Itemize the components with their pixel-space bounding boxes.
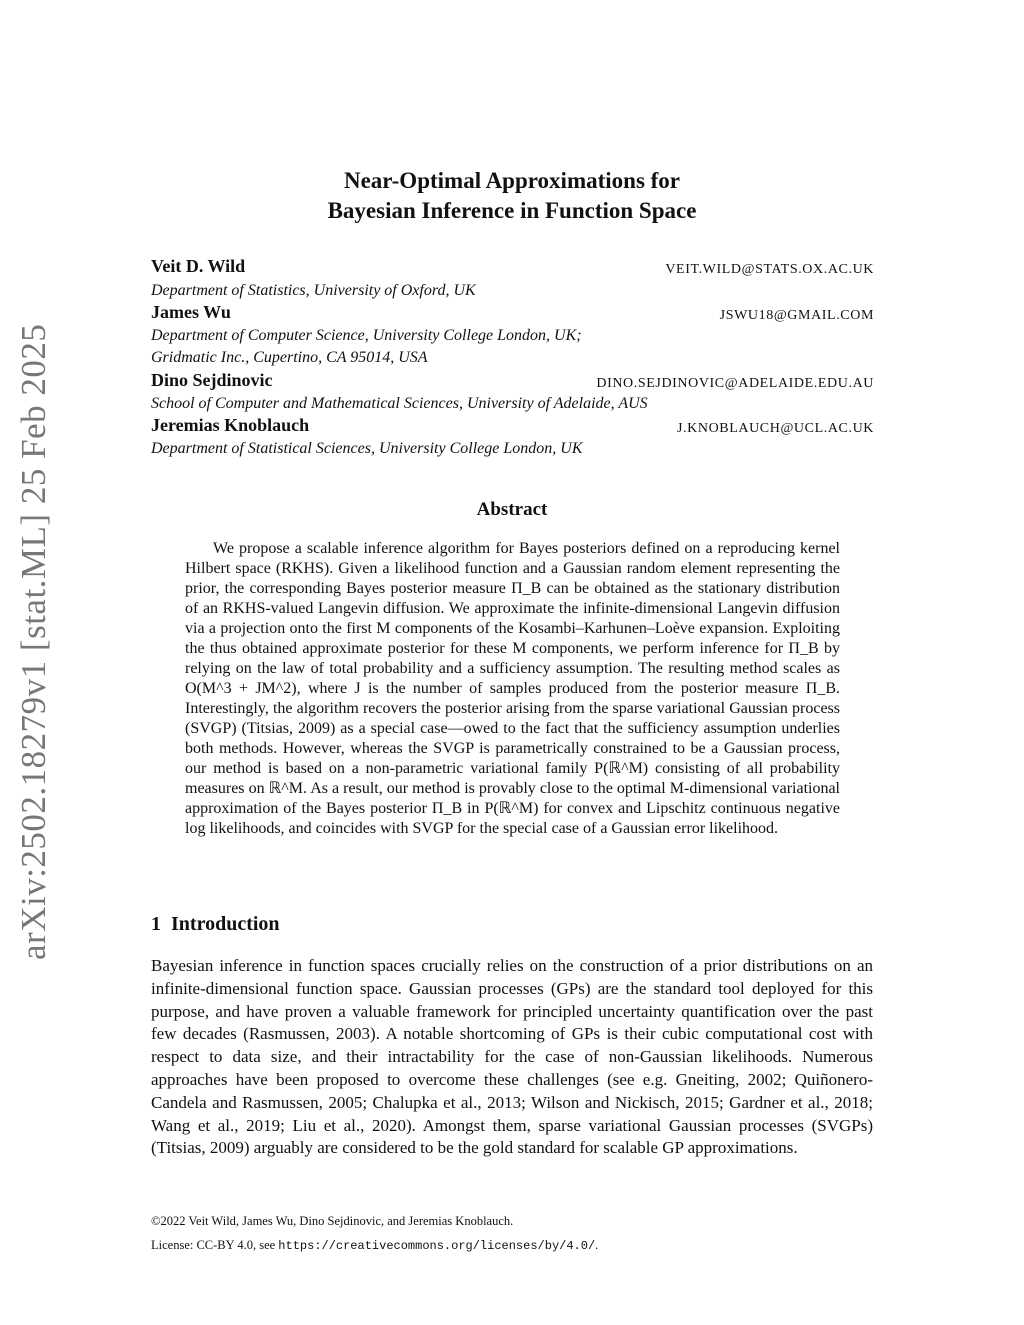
author-email[interactable]: VEIT.WILD@STATS.OX.AC.UK <box>665 262 874 277</box>
paper-title-line-2: Bayesian Inference in Function Space <box>327 198 697 223</box>
license-link[interactable]: https://creativecommons.org/licenses/by/4.0/ <box>278 1239 596 1253</box>
author-affiliation: Department of Statistical Sciences, University College London, UK <box>151 440 583 457</box>
arxiv-stamp: arXiv:2502.18279v1 [stat.ML] 25 Feb 2025 <box>14 323 53 960</box>
section-title: Introduction <box>171 913 280 935</box>
author-email[interactable]: JSWU18@GMAIL.COM <box>719 308 874 323</box>
section-heading <box>151 913 280 936</box>
abstract-heading: Abstract <box>476 499 548 520</box>
copyright-footnote: ©2022 Veit Wild, James Wu, Dino Sejdinovic, and Jeremias Knoblauch. <box>151 1214 514 1228</box>
section-number: 1 <box>151 913 161 935</box>
author-name: Jeremias Knoblauch <box>151 415 310 435</box>
author-email[interactable]: DINO.SEJDINOVIC@ADELAIDE.EDU.AU <box>596 376 874 391</box>
author-affiliation: Department of Computer Science, University College London, UK; <box>151 327 582 344</box>
abstract-body: We propose a scalable inference algorithm for Bayes posteriors defined on a reproducing kernel Hilbert space (RKHS). Given a likelihood function and a Gaussian random element representing the prior, the corresponding Bayes posterior measure Π_B can be obtained as the stationary distribution of an RKHS-valued Langevin diffusion. We approximate the infinite-dimensional Langevin diffusion via a projection onto the first M components of the Kosambi–Karhunen–Loève expansion. Exploiting the thus obtained approximate posterior for these M components, we perform inference for Π_B by relying on the law of total probability and a sufficiency assumption. The resulting method scales as O(M^3 + JM^2), where J is the number of samples produced from the posterior measure Π_B. Interestingly, the algorithm recovers the posterior arising from the sparse variational Gaussian process (SVGP) (Titsias, 2009) as a special case—owed to the fact that the sufficiency assumption underlies both methods. However, whereas the SVGP is parametrically constrained to be a Gaussian process, our method is based on a non-parametric variational family P(ℝ^M) consisting of all probability measures on ℝ^M. As a result, our method is provably close to the optimal M-dimensional variational approximation of the Bayes posterior Π_B in P(ℝ^M) for convex and Lipschitz continuous negative log likelihoods, and coincides with SVGP for the special case of a Gaussian error likelihood. <box>185 540 840 837</box>
license-suffix: . <box>595 1238 599 1252</box>
license-label: License: CC-BY 4.0, see <box>151 1238 276 1252</box>
author-email[interactable]: J.KNOBLAUCH@UCL.AC.UK <box>677 421 874 436</box>
author-name: Veit D. Wild <box>151 256 246 276</box>
intro-paragraph: Bayesian inference in function spaces crucially relies on the construction of a prior distributions on an infinite-dimensional function space. Gaussian processes (GPs) are the standard tool deployed for this purpose, and have proven a valuable framework for principled uncertainty quantification over the past few decades (Rasmussen, 2003). A notable shortcoming of GPs is their cubic computational cost with respect to data size, and their intractability for the case of non-Gaussian likelihoods. Numerous approaches have been proposed to overcome these challenges (see e.g. Gneiting, 2002; Quiñonero-Candela and Rasmussen, 2005; Chalupka et al., 2013; Wilson and Nickisch, 2015; Gardner et al., 2018; Wang et al., 2019; Liu et al., 2020). Amongst them, sparse variational Gaussian processes (SVGPs) (Titsias, 2009) arguably are considered to be the gold standard for scalable GP approximations. <box>151 956 873 1158</box>
author-affiliation: School of Computer and Mathematical Sciences, University of Adelaide, AUS <box>151 395 648 412</box>
license-footnote <box>151 1238 598 1253</box>
paper-title <box>150 166 874 226</box>
author-affiliation: Gridmatic Inc., Cupertino, CA 95014, USA <box>151 349 428 366</box>
author-affiliation: Department of Statistics, University of Oxford, UK <box>151 282 476 299</box>
author-name: James Wu <box>151 302 231 322</box>
author-name: Dino Sejdinovic <box>151 370 273 390</box>
paper-title-line-1: Near-Optimal Approximations for <box>343 168 681 193</box>
